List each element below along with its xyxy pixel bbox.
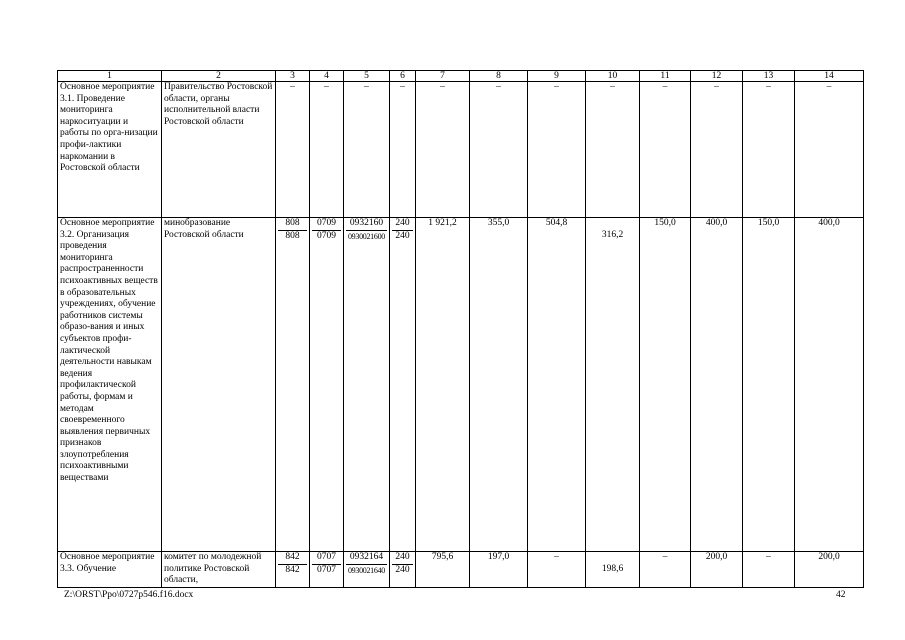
grbs-cell (276, 552, 310, 588)
value-year: 197,0 (470, 552, 528, 588)
header-cell: 5 (344, 71, 390, 82)
grbs-code: 808 (285, 218, 300, 228)
csr-code: 0932160 (349, 218, 384, 228)
responsible-executor: комитет по молодежной политике Ростовской области, (162, 552, 276, 588)
vr-code: 240 (395, 552, 410, 562)
header-cell: 13 (743, 71, 795, 82)
header-cell: 3 (276, 71, 310, 82)
value-year: – (470, 82, 528, 218)
header-cell: 11 (640, 71, 691, 82)
header-cell: 12 (691, 71, 743, 82)
rzpr-code: 0709 (312, 230, 341, 243)
header-cell: 9 (528, 71, 586, 82)
header-cell: 4 (310, 71, 344, 82)
header-cell: 8 (470, 71, 528, 82)
grbs-code: – (290, 82, 295, 92)
vr-code: 240 (392, 564, 413, 577)
value-year: – (640, 82, 691, 218)
grbs-code: 842 (285, 552, 300, 562)
rzpr-cell (310, 218, 344, 552)
vr-cell (390, 552, 416, 588)
value-year: 400,0 (691, 218, 743, 552)
value-year: 316,2 (586, 218, 640, 552)
value-year: 200,0 (691, 552, 743, 588)
header-cell: 6 (390, 71, 416, 82)
value-year: 198,6 (586, 552, 640, 588)
csr-cell (344, 552, 390, 588)
header-cell: 7 (416, 71, 470, 82)
rzpr-cell (310, 552, 344, 588)
activity-name: Основное мероприятие 3.3. Обучение (58, 552, 162, 588)
grbs-code: 842 (278, 564, 307, 577)
csr-cell (344, 218, 390, 552)
rzpr-code: 0709 (317, 218, 336, 228)
value-year: – (586, 82, 640, 218)
value-year: 150,0 (743, 218, 795, 552)
table-row (58, 82, 864, 218)
vr-code: 240 (392, 230, 413, 243)
value-total: 1 921,2 (416, 218, 470, 552)
budget-table (57, 70, 864, 588)
value-total: 795,6 (416, 552, 470, 588)
value-year: – (528, 552, 586, 588)
value-total: – (416, 82, 470, 218)
header-cell: 2 (162, 71, 276, 82)
vr-code: – (400, 82, 405, 92)
header-cell: 10 (586, 71, 640, 82)
rzpr-code: – (324, 82, 329, 92)
activity-name: Основное мероприятие 3.1. Проведение мониторинга наркоситуации и работы по орга-низации профи-лактики наркомании в Ростовской области (58, 82, 162, 218)
value-year: – (640, 552, 691, 588)
value-year: – (743, 82, 795, 218)
grbs-code: 808 (278, 230, 307, 243)
table-row (58, 218, 864, 552)
header-cell: 14 (795, 71, 864, 82)
table-row (58, 552, 864, 588)
activity-name: Основное мероприятие 3.2. Организация проведения мониторинга распространенности психоактивных веществ в образовательных учреждениях, обучение работников системы образо-вания и иных субъектов профи-лактической деятельности навыкам ведения профилактической работы, формам и методам своевременного выявления первичных признаков злоупотребления психоактивными веществами (58, 218, 162, 552)
vr-code: 240 (395, 218, 410, 228)
value-year: 150,0 (640, 218, 691, 552)
csr-cell (344, 82, 390, 218)
header-row (58, 71, 864, 82)
document-path: Z:\ORST\Ppo\0727p546.f16.docx (64, 590, 194, 600)
csr-code: – (364, 82, 369, 92)
value-year: 400,0 (795, 218, 864, 552)
value-year: 200,0 (795, 552, 864, 588)
value-year: 355,0 (470, 218, 528, 552)
csr-code: 0930021640 (347, 565, 385, 575)
rzpr-cell (310, 82, 344, 218)
csr-code: 0932164 (349, 552, 384, 562)
header-cell: 1 (58, 71, 162, 82)
value-year: – (528, 82, 586, 218)
grbs-cell (276, 82, 310, 218)
rzpr-code: 0707 (317, 552, 336, 562)
responsible-executor: Правительство Ростовской области, органы исполнительной власти Ростовской области (162, 82, 276, 218)
grbs-cell (276, 218, 310, 552)
page-number: 42 (836, 590, 846, 600)
vr-cell (390, 82, 416, 218)
csr-code: 0930021600 (347, 231, 385, 241)
rzpr-code: 0707 (312, 564, 341, 577)
vr-cell (390, 218, 416, 552)
value-year: – (743, 552, 795, 588)
value-year: – (795, 82, 864, 218)
value-year: 504,8 (528, 218, 586, 552)
value-year: – (691, 82, 743, 218)
responsible-executor: минобразование Ростовской области (162, 218, 276, 552)
